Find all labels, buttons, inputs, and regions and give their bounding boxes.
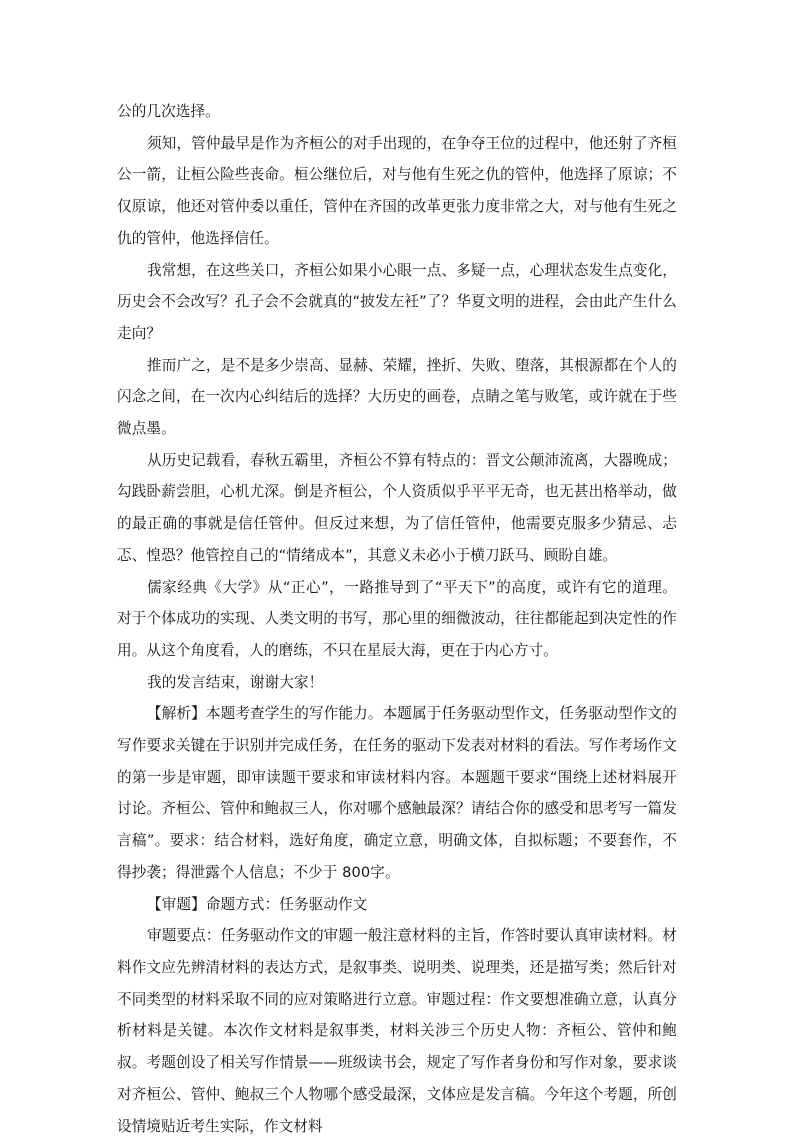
paragraph-guan-zhong-history: 须知，管仲最早是作为齐桓公的对手出现的，在争夺王位的过程中，他还射了齐桓公一箭，让桓公险些丧命。桓公继位后，对与他有生死之仇的管仲，他选择了原谅；不仅原谅，他还对管仲委以重任，管仲在齐国的改革更张力度非常之大，对与他有生死之仇的管仲，他选择信任。 (117, 134, 677, 247)
paragraph-closing: 我的发言结束，谢谢大家！ (147, 673, 324, 691)
paragraph-reflection: 我常想，在这些关口，齐桓公如果小心眼一点、多疑一点，心理状态发生点变化，历史会不会改写？孔子会不会就真的“披发左衽”了？华夏文明的进程，会由此产生什么走向？ (117, 261, 677, 342)
paragraph-topic-method: 【审题】命题方式：任务驱动作文 (147, 895, 368, 913)
paragraph-continuation: 公的几次选择。 (117, 103, 220, 120)
paragraph-analysis: 【解析】本题考查学生的写作能力。本题属于任务驱动型作文，任务驱动型作文的写作要求关键在于识别并完成任务，在任务的驱动下发表对材料的看法。写作考场作文的第一步是审题，即审读题干要求和审读材料内容。本题题干要求“围绕上述材料展开讨论。齐桓公、管仲和鲍叔三人，你对哪个感触最深？请结合你的感受和思考写一篇发言稿”。要求：结合材料，选好角度，确定立意，明确文体，自拟标题；不要套作，不得抄袭；得泄露个人信息；不少于 800字。 (117, 705, 677, 881)
paragraph-great-learning: 儒家经典《大学》从“正心”，一路推导到了“平天下”的高度，或许有它的道理。对于个体成功的实现、人类文明的书写，那心里的细微波动，往往都能起到决定性的作用。从这个角度看，人的磨练，不只在星辰大海，更在于内心方寸。 (117, 578, 677, 659)
document-page (117, 96, 677, 1142)
paragraph-topic-points: 审题要点：任务驱动作文的审题一般注意材料的主旨，作答时要认真审读材料。材料作文应先辨清材料的表达方式，是叙事类、说明类、说理类，还是描写类；然后针对不同类型的材料采取不同的应对策略进行立意。审题过程：作文要想准确立意，认真分析材料是关键。本次作文材料是叙事类，材料关涉三个历史人物：齐桓公、管仲和鲍叔。考题创设了相关写作情景——班级读书会，规定了写作者身份和写作对象，要求谈对齐桓公、管仲、鲍叔三个人物哪个感受最深，文体应是发言稿。今年这个考题，所创设情境贴近考生实际，作文材料 (117, 927, 677, 1135)
paragraph-five-hegemons: 从历史记载看，春秋五霸里，齐桓公不算有特点的：晋文公颠沛流离，大器晚成；勾践卧薪尝胆，心机尤深。倒是齐桓公，个人资质似乎平平无奇，也无甚出格举动，做的最正确的事就是信任管仲。但反过来想，为了信任管仲，他需要克服多少猜忌、忐忑、惶恐？他管控自己的“情绪成本”，其意义未必小于横刀跃马、顾盼自雄。 (117, 451, 677, 564)
paragraph-generalization: 推而广之，是不是多少崇高、显赫、荣耀，挫折、失败、堕落，其根源都在个人的闪念之间，在一次内心纠结后的选择？大历史的画卷，点睛之笔与败笔，或许就在于些微点墨。 (117, 356, 677, 438)
